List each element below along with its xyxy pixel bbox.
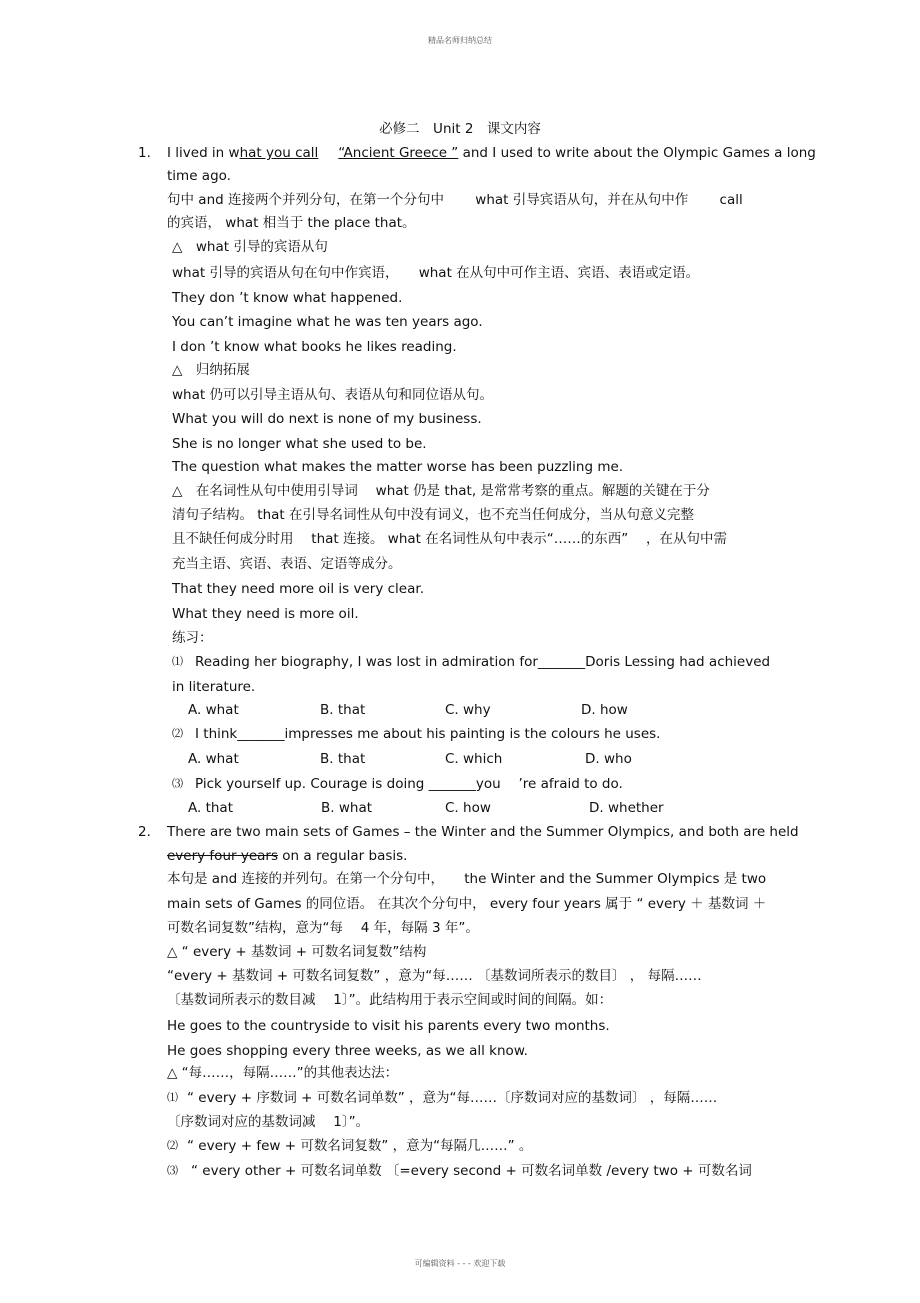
q2-option-c: C. which bbox=[445, 751, 503, 767]
item1-line-13: She is no longer what she used to be. bbox=[172, 436, 427, 452]
expression-3-number: ⑶ bbox=[167, 1164, 178, 1177]
item2-line-6: △ “ every + 基数词 + 可数名词复数”结构 bbox=[167, 944, 427, 960]
item2-line-2 bbox=[167, 847, 407, 865]
question-3-number: ⑶ bbox=[172, 777, 183, 790]
q2-option-b: B. that bbox=[320, 751, 366, 767]
item2-line-8: 〔基数词所表示的数目减 1〕”。此结构用于表示空间或时间的间隔。如： bbox=[167, 992, 613, 1008]
item1-line-4: 的宾语， what 相当于 the place that。 bbox=[167, 215, 416, 231]
q2-option-d: D. who bbox=[585, 751, 632, 767]
expression-1-number: ⑴ bbox=[167, 1091, 178, 1104]
item1-line-1d: and I used to write about the Olympic Games a long bbox=[458, 145, 816, 161]
item1-line-6: what 引导的宾语从句在句中作宾语， what 在从句中可作主语、宾语、表语或定语。 bbox=[172, 265, 700, 281]
exercise-label: 练习： bbox=[172, 630, 213, 646]
item2-line-10: He goes shopping every three weeks, as we all know. bbox=[167, 1043, 528, 1059]
q3-option-a: A. that bbox=[188, 800, 233, 816]
item1-line-10: △ 归纳拓展 bbox=[172, 362, 250, 378]
item1-line-18: 充当主语、宾语、表语、定语等成分。 bbox=[172, 556, 402, 572]
item1-underline-what-you-call: hat you call bbox=[239, 145, 319, 161]
item1-line-12: What you will do next is none of my business. bbox=[172, 411, 482, 427]
q1-option-d: D. how bbox=[581, 702, 628, 718]
expression-3-text: “ every other + 可数名词单数 〔=every second + 可数名词单数 /every two + 可数名词 bbox=[191, 1163, 752, 1179]
item1-line-16: 清句子结构。 that 在引导名词性从句中没有词义，也不充当任何成分，当从句意义完整 bbox=[172, 507, 694, 523]
item1-line-11: what 仍可以引导主语从句、表语从句和同位语从句。 bbox=[172, 387, 493, 403]
q3-option-b: B. what bbox=[321, 800, 373, 816]
item2-line-2b: on a regular basis. bbox=[278, 848, 408, 864]
item2-line-4: main sets of Games 的同位语。 在其次个分句中， every four years 属于 “ every ＋ 基数词 ＋ bbox=[167, 896, 767, 912]
q2-option-a: A. what bbox=[188, 751, 239, 767]
page-header: 精品名师归纳总结 bbox=[428, 36, 492, 45]
item1-line-1a: I lived in w bbox=[167, 145, 240, 161]
item2-line-1: There are two main sets of Games – the Winter and the Summer Olympics, and both are held bbox=[167, 824, 799, 840]
page-title: 必修二 Unit 2 课文内容 bbox=[379, 121, 541, 137]
item2-strikethrough-every-four-years: every four years bbox=[167, 848, 278, 864]
q1-option-c: C. why bbox=[445, 702, 491, 718]
item-number-1: 1. bbox=[138, 145, 151, 161]
q3-option-d: D. whether bbox=[589, 800, 664, 816]
expression-2-number: ⑵ bbox=[167, 1139, 178, 1152]
expression-1-text: “ every + 序数词 + 可数名词单数” ，意为“每……〔序数词对应的基数词〕 ，每隔…… bbox=[187, 1090, 718, 1106]
expression-2-text: “ every + few + 可数名词复数” ，意为“每隔几……” 。 bbox=[187, 1138, 533, 1154]
item2-line-7: “every + 基数词 + 可数名词复数” ，意为“每…… 〔基数词所表示的数目〕 ， 每隔…… bbox=[167, 968, 702, 984]
q1-option-b: B. that bbox=[320, 702, 366, 718]
question-2-number: ⑵ bbox=[172, 727, 183, 740]
question-1-number: ⑴ bbox=[172, 655, 183, 668]
q3-option-c: C. how bbox=[445, 800, 491, 816]
item1-underline-ancient-greece: “Ancient Greece ” bbox=[338, 145, 459, 161]
page-footer: 可编辑资料 - - - 欢迎下载 bbox=[414, 1259, 506, 1268]
question-1-text-cont: in literature. bbox=[172, 679, 256, 695]
item1-line-20: What they need is more oil. bbox=[172, 606, 359, 622]
item-number-2: 2. bbox=[138, 824, 151, 840]
question-2-text: I think_______impresses me about his painting is the colours he uses. bbox=[195, 726, 661, 742]
question-1-text: Reading her biography, I was lost in admiration for_______Doris Lessing had achieved bbox=[195, 654, 771, 670]
item2-line-5: 可数名词复数”结构，意为“每 4 年，每隔 3 年”。 bbox=[167, 920, 479, 936]
item1-line-9: I don ’t know what books he likes reading. bbox=[172, 339, 457, 355]
item1-line-3: 句中 and 连接两个并列分句，在第一个分句中 what 引导宾语从句，并在从句中作 call bbox=[167, 192, 743, 208]
item2-line-9: He goes to the countryside to visit his parents every two months. bbox=[167, 1018, 610, 1034]
item1-line-17: 且不缺任何成分时用 that 连接。 what 在名词性从句中表示“……的东西” ，在从句中需 bbox=[172, 531, 728, 547]
expression-1-text-cont: 〔序数词对应的基数词减 1〕”。 bbox=[167, 1114, 370, 1130]
item1-line-5: △ what 引导的宾语从句 bbox=[172, 239, 328, 255]
item1-line-19: That they need more oil is very clear. bbox=[172, 581, 424, 597]
item2-line-11: △ “每……，每隔……”的其他表达法： bbox=[167, 1065, 399, 1081]
item2-line-3: 本句是 and 连接的并列句。在第一个分句中， the Winter and the Summer Olympics 是 two bbox=[167, 871, 767, 887]
q1-option-a: A. what bbox=[188, 702, 239, 718]
item1-line-15: △ 在名词性从句中使用引导词 what 仍是 that, 是常常考察的重点。解题的关键在于分 bbox=[172, 483, 710, 499]
item1-line-2: time ago. bbox=[167, 168, 231, 184]
item1-line-14: The question what makes the matter worse has been puzzling me. bbox=[172, 459, 624, 475]
question-3-text: Pick yourself up. Courage is doing _______you ’re afraid to do. bbox=[195, 776, 623, 792]
item1-line-8: You can’t imagine what he was ten years ago. bbox=[172, 314, 483, 330]
item1-line-7: They don ’t know what happened. bbox=[172, 290, 403, 306]
item1-line-1 bbox=[167, 144, 816, 162]
